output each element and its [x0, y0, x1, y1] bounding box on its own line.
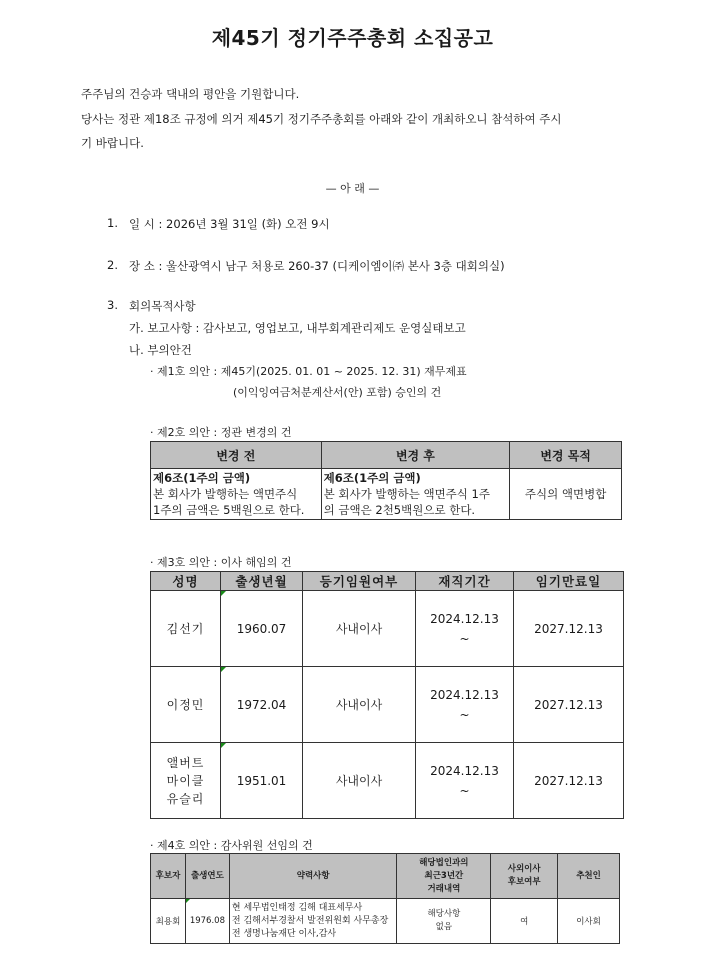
- before-text-1: 본 회사가 발행하는 액면주식: [153, 487, 298, 501]
- birth-value: 1972.04: [236, 697, 287, 712]
- header-career: 약력사항: [229, 854, 397, 899]
- item-number-1: 1.: [107, 216, 118, 230]
- director-type: 사내이사: [303, 667, 416, 743]
- before-text-2: 1주의 금액은 5백원으로 한다.: [153, 503, 305, 517]
- header-recommender: 추천인: [558, 854, 620, 899]
- birth-value: 1976.08: [189, 916, 225, 926]
- meeting-location: 장 소 : 울산광역시 남구 처용로 260-37 (디케이엠이㈜ 본사 3층 대회의실): [129, 259, 505, 273]
- agenda-item-4: · 제4호 의안 : 감사위원 선임의 건: [150, 839, 313, 852]
- header-birth-year: 출생연도: [185, 854, 229, 899]
- before-article-title: 제6조(1주의 금액): [153, 471, 251, 485]
- birth-value: 1960.07: [236, 621, 287, 636]
- director-type: 사내이사: [303, 743, 416, 819]
- header-line: 후보여부: [507, 877, 541, 887]
- audit-committee-table: [150, 853, 620, 944]
- intro-line-1: 주주님의 건승과 댁내의 평안을 기원합니다.: [81, 87, 300, 101]
- report-items: 가. 보고사항 : 감사보고, 영업보고, 내부회계관리제도 운영실태보고: [129, 321, 466, 335]
- header-birth: 출생년월: [221, 572, 303, 591]
- career-line: 전 김해서부경찰서 발전위원회 사무총장: [231, 915, 389, 926]
- after-cell: [321, 469, 510, 520]
- header-tenure: 재직기간: [416, 572, 514, 591]
- name-line-3: 유슬리: [166, 791, 205, 806]
- before-cell: [151, 469, 322, 520]
- director-term-end: 2027.12.13: [514, 591, 624, 667]
- after-text-1: 본 회사가 발행하는 액면주식 1주: [323, 487, 490, 501]
- page-title: 제45기 정기주주총회 소집공고: [211, 26, 494, 50]
- tenure-start: 2024.12.13: [430, 763, 499, 778]
- table-row: [151, 591, 624, 667]
- director-term-end: 2027.12.13: [514, 743, 624, 819]
- below-marker: — 아 래 —: [325, 182, 380, 195]
- articles-amendment-table: [150, 441, 622, 520]
- name-line-1: 앨버트: [166, 755, 205, 770]
- header-line: 해당법인과의: [419, 857, 469, 868]
- agenda-item-3: · 제3호 의안 : 이사 해임의 건: [150, 556, 292, 569]
- cell-marker-icon: [221, 591, 226, 596]
- after-article-title: 제6조(1주의 금액): [323, 471, 421, 485]
- agenda-heading: 회의목적사항: [129, 299, 196, 313]
- table-header-row: [151, 572, 624, 591]
- career-line: 전 생명나눔재단 이사,감사: [231, 928, 337, 939]
- resolution-heading: 나. 부의안건: [129, 343, 192, 357]
- director-name: 김선기: [151, 591, 221, 667]
- table-row: [151, 667, 624, 743]
- tenure-separator: ~: [459, 783, 470, 798]
- header-purpose: 변경 목적: [510, 442, 622, 469]
- agenda-item-1: · 제1호 의안 : 제45기(2025. 01. 01 ~ 2025. 12. 31) 재무제표: [150, 365, 467, 378]
- header-after: 변경 후: [321, 442, 510, 469]
- header-line: 거래내역: [427, 883, 461, 894]
- table-row: [151, 743, 624, 819]
- candidate-outside-director: 여: [491, 899, 558, 944]
- table-header-row: [151, 442, 622, 469]
- director-birth: [221, 743, 303, 819]
- item-number-3: 3.: [107, 298, 118, 312]
- birth-value: 1951.01: [236, 773, 287, 788]
- candidate-birth: [185, 899, 229, 944]
- candidate-recommender: 이사회: [558, 899, 620, 944]
- director-tenure: [416, 591, 514, 667]
- director-birth: [221, 667, 303, 743]
- tenure-start: 2024.12.13: [430, 611, 499, 626]
- agenda-item-2: · 제2호 의안 : 정관 변경의 건: [150, 426, 292, 439]
- tenure-separator: ~: [459, 707, 470, 722]
- director-name: 이정민: [151, 667, 221, 743]
- director-tenure: [416, 743, 514, 819]
- intro-line-3: 기 바랍니다.: [81, 136, 144, 150]
- director-birth: [221, 591, 303, 667]
- name-line-2: 마이클: [166, 773, 205, 788]
- header-registered: 등기임원여부: [303, 572, 416, 591]
- career-line: 현 세무법인태정 김해 대표세무사: [231, 902, 363, 913]
- director-tenure: [416, 667, 514, 743]
- header-before: 변경 전: [151, 442, 322, 469]
- cell-marker-icon: [186, 899, 190, 903]
- table-header-row: [151, 854, 620, 899]
- director-term-end: 2027.12.13: [514, 667, 624, 743]
- transactions-line: 없음: [435, 922, 453, 932]
- header-outside-director: [491, 854, 558, 899]
- header-line: 최근3년간: [424, 870, 464, 881]
- purpose-cell: 주식의 액면병합: [510, 469, 622, 520]
- header-transactions: [397, 854, 491, 899]
- transactions-line: 해당사항: [427, 909, 461, 919]
- header-name: 성명: [151, 572, 221, 591]
- tenure-separator: ~: [459, 631, 470, 646]
- candidate-career: [229, 899, 397, 944]
- cell-marker-icon: [221, 743, 226, 748]
- tenure-start: 2024.12.13: [430, 687, 499, 702]
- candidate-name: 최용회: [151, 899, 186, 944]
- table-row: [151, 899, 620, 944]
- intro-line-2: 당사는 정관 제18조 규정에 의거 제45기 정기주주총회를 아래와 같이 개최하오니 참석하여 주시: [81, 112, 562, 126]
- candidate-transactions: [397, 899, 491, 944]
- director-type: 사내이사: [303, 591, 416, 667]
- item-number-2: 2.: [107, 258, 118, 272]
- director-name: [151, 743, 221, 819]
- header-candidate: 후보자: [151, 854, 186, 899]
- header-line: 사외이사: [507, 864, 541, 874]
- meeting-datetime: 일 시 : 2026년 3월 31일 (화) 오전 9시: [129, 217, 330, 231]
- agenda-item-1-continued: (이익잉여금처분계산서(안) 포함) 승인의 건: [233, 386, 442, 399]
- header-term-end: 임기만료일: [514, 572, 624, 591]
- director-dismissal-table: [150, 571, 624, 819]
- table-row: [151, 469, 622, 520]
- cell-marker-icon: [221, 667, 226, 672]
- after-text-2: 의 금액은 2천5백원으로 한다.: [323, 503, 476, 517]
